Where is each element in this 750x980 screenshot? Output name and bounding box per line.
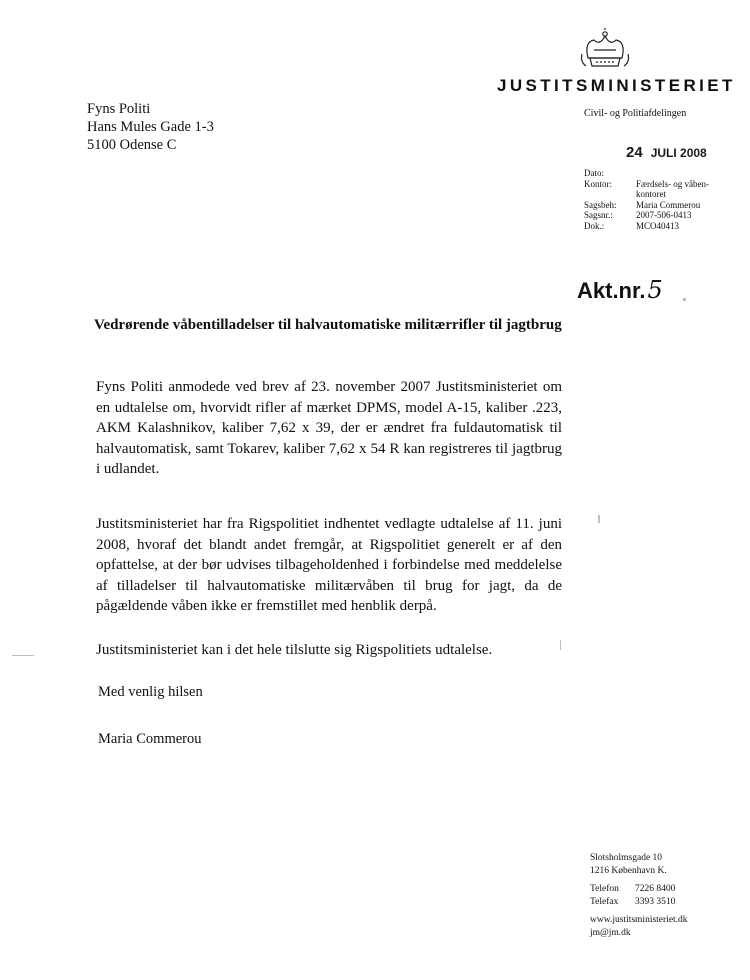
- closing-greeting: Med venlig hilsen: [98, 684, 203, 700]
- scan-speck: [12, 655, 34, 656]
- footer-contact: [590, 852, 688, 939]
- recipient-address: [87, 100, 214, 154]
- meta-row: kontoret: [636, 189, 666, 199]
- footer-email: jm@jm.dk: [590, 927, 631, 938]
- footer-address-line: 1216 København K.: [590, 865, 667, 876]
- akt-handwritten-number: 5: [647, 276, 663, 304]
- stamp-month-year: JULI 2008: [650, 146, 707, 160]
- akt-label: Akt.nr.: [577, 278, 646, 303]
- scan-speck: [560, 640, 561, 650]
- letter-subject: Vedrørende våbentilladelser til halvautomatiske militærrifler til jagtbrug: [94, 317, 562, 333]
- case-metadata: [584, 168, 722, 231]
- department-name: Civil- og Politiafdelingen: [584, 108, 687, 119]
- recipient-line: Hans Mules Gade 1-3: [87, 119, 214, 135]
- scan-speck: [683, 298, 686, 301]
- body-paragraph: Justitsministeriet kan i det hele tilslutte sig Rigspolitiets udtalelse.: [96, 642, 493, 658]
- footer-fax: Telefax 3393 3510: [590, 896, 676, 907]
- footer-phone: Telefon 7226 8400: [590, 884, 676, 894]
- date-stamp: [626, 144, 707, 161]
- akt-number: [577, 276, 663, 304]
- meta-row: Sagsbeh: Maria Commerou: [584, 199, 701, 210]
- body-paragraph: Fyns Politi anmodede ved brev af 23. november 2007 Justitsministeriet om en udtalelse om, hvorvidt rifler af mærket DPMS, model A-15, kaliber .223, AKM Kalashnikov, kaliber 7,62 x 39, der er ændret fra fuldautomatisk til halvautomatisk, samt Tokarev, kaliber 7,62 x 54 R kan registreres til jagtbrug i udlandet.: [96, 379, 562, 478]
- body-paragraph: Justitsministeriet har fra Rigspolitiet indhentet vedlagte udtalelse af 11. juni 2008, hvoraf det blandt andet fremgår, at Rigspolitiet generelt er af den opfattelse, at der bør udvises tilbageholdenhed i forbindelse med meddelelse af tilladelser til halvautomatiske militærvåben til brug for jagt, da de pågældende våben ikke er fremstillet med henblik derpå.: [96, 516, 562, 615]
- footer-web: www.justitsministeriet.dk: [590, 915, 688, 925]
- recipient-line: Fyns Politi: [87, 101, 151, 117]
- meta-row: Dato:: [584, 168, 604, 178]
- crown-crest-icon: [578, 28, 632, 74]
- footer-address-line: Slotsholmsgade 10: [590, 853, 663, 863]
- meta-row: Sagsnr.: 2007-506-0413: [584, 210, 692, 220]
- ministry-name: JUSTITSMINISTERIET: [497, 76, 736, 95]
- meta-row: Kontor: Færdsels- og våben-: [584, 178, 709, 189]
- stamp-day: 24: [626, 144, 643, 161]
- signer-name: Maria Commerou: [98, 731, 202, 747]
- recipient-line: 5100 Odense C: [87, 137, 177, 153]
- scan-speck: [598, 515, 600, 523]
- meta-row: Dok.: MCO40413: [584, 220, 680, 231]
